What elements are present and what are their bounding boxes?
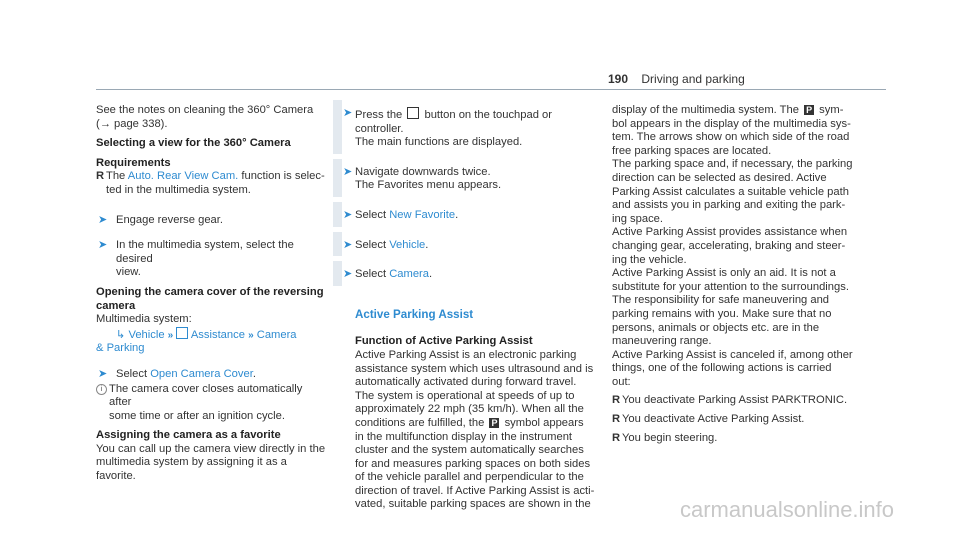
step-arrow-icon: ➤ [98, 213, 108, 226]
step-navigate-down: ➤ Navigate downwards twice. The Favorites menu appears. [333, 159, 595, 197]
home-icon [407, 107, 419, 119]
paragraph-responsibility: Active Parking Assist is only an aid. It is not a substitute for your attention to the surroundings. The responsibility for safe maneuvering and parking remains with you. Make sure that no persons, animals or objects etc. are in the maneuvering range. [612, 267, 849, 348]
step-arrow-icon: ➤ [343, 165, 353, 178]
chevron-right-icon: » [167, 329, 174, 341]
step-arrow-icon: ➤ [343, 268, 353, 281]
function-text: Active Parking Assist is an electronic parking assistance system which uses ultrasound and is automatically activated during forward travel. The system is operational at speeds of up to approximately 22 mph (35 km/h). When all the conditions are fulfilled, the P symbol appears in the multifunction display in the instrument cluster and the system automatically searches for and measures parking spaces on both sides of the vehicle parallel and perpendicular to the direction of travel. If Active Parking Assist is acti- vated, suitable parking spaces are shown in the [355, 348, 595, 511]
list-item: R You deactivate Active Parking Assist. [612, 413, 805, 426]
paragraph-display: display of the multimedia system. The P sym- bol appears in the display of the multimedia sys- tem. The arrows show on which side of the road free parking spaces are located. [612, 104, 851, 157]
open-camera-cover-link: Open Camera Cover [150, 367, 253, 380]
camera-link: Camera [389, 268, 429, 281]
path-camera: Camera [256, 328, 297, 341]
menu-path [96, 327, 326, 343]
assign-heading: Assigning the camera as a favorite [96, 429, 281, 442]
multimedia-label: Multimedia system: [96, 313, 192, 326]
bullet-icon: R [612, 413, 621, 426]
header-divider [96, 89, 886, 90]
car-assist-icon [176, 327, 188, 339]
page-header [608, 73, 745, 87]
vehicle-link: Vehicle [389, 238, 426, 251]
watermark: carmanualsonline.info [680, 497, 895, 522]
parking-symbol-icon: P [491, 417, 498, 428]
step-arrow-icon: ➤ [343, 238, 353, 251]
column-3 [612, 104, 860, 445]
path-parking: & Parking [96, 342, 145, 355]
path-assistance: Assistance [190, 328, 245, 341]
info-icon: i [96, 384, 107, 395]
requirement-item: R The Auto. Rear View Cam. function is selec- ted in the multimedia system. [96, 170, 325, 196]
selecting-heading: Selecting a view for the 360° Camera [96, 137, 291, 150]
step-open-cover: ➤ Select Open Camera Cover. [98, 367, 256, 380]
parking-symbol-icon: P [806, 105, 813, 115]
column-2 [343, 104, 595, 512]
paragraph-canceled: Active Parking Assist is canceled if, among other things, one of the following actions is carried out: [612, 348, 853, 388]
info-note: i The camera cover closes automatically after some time or after an ignition cycle. [96, 383, 326, 424]
step-select-view: ➤ In the multimedia system, select the desired view. [98, 239, 294, 279]
step-arrow-icon: ➤ [343, 208, 353, 221]
paragraph-assistance: Active Parking Assist provides assistance when changing gear, accelerating, braking and steer- ing the vehicle. [612, 226, 848, 266]
step-arrow-icon: ➤ [98, 367, 108, 380]
auto-rear-view-cam-link: Auto. Rear View Cam. [127, 170, 239, 183]
chevron-right-icon: » [248, 329, 254, 341]
function-heading: Function of Active Parking Assist [355, 335, 533, 348]
opening-heading: Opening the camera cover of the reversing camera [96, 285, 324, 312]
step-arrow-icon: ➤ [98, 239, 108, 252]
requirements-label: Requirements [96, 156, 171, 169]
bullet-icon: R [612, 431, 621, 444]
new-favorite-link: New Favorite [389, 208, 456, 221]
page-number: 190 [608, 72, 629, 86]
path-vehicle: Vehicle [128, 328, 165, 341]
step-select-new-favorite: ➤ Select New Favorite. [333, 202, 595, 227]
section-title: Active Parking Assist [355, 307, 474, 321]
step-select-camera: ➤ Select Camera. [333, 261, 595, 286]
bullet-icon: R [612, 394, 621, 407]
list-item: R You begin steering. [612, 431, 718, 444]
return-arrow-icon: ↳ [116, 328, 126, 341]
column-1 [96, 104, 326, 484]
step-engage-reverse: ➤ Engage reverse gear. [98, 213, 223, 226]
chapter-title: Driving and parking [641, 72, 745, 86]
step-select-vehicle: ➤ Select Vehicle. [333, 232, 595, 257]
paragraph-selection: The parking space and, if necessary, the parking direction can be selected as desired. Active Parking Assist calculates a suitable vehicle path and assists you in parking and exiting the park- ing space. [612, 158, 853, 225]
bullet-icon: R [96, 170, 105, 183]
page-reference-link[interactable]: (→ page 338). [96, 117, 168, 130]
list-item: R You deactivate Parking Assist PARKTRONIC. [612, 394, 848, 407]
assign-text: You can call up the camera view directly in the multimedia system by assigning it as a favorite. [96, 442, 326, 483]
intro-text: See the notes on cleaning the 360° Camera (→ page 338). [96, 104, 314, 130]
step-press-home: ➤ Press the button on the touchpad or controller. The main functions are displayed. [333, 100, 595, 154]
step-arrow-icon: ➤ [343, 107, 353, 119]
